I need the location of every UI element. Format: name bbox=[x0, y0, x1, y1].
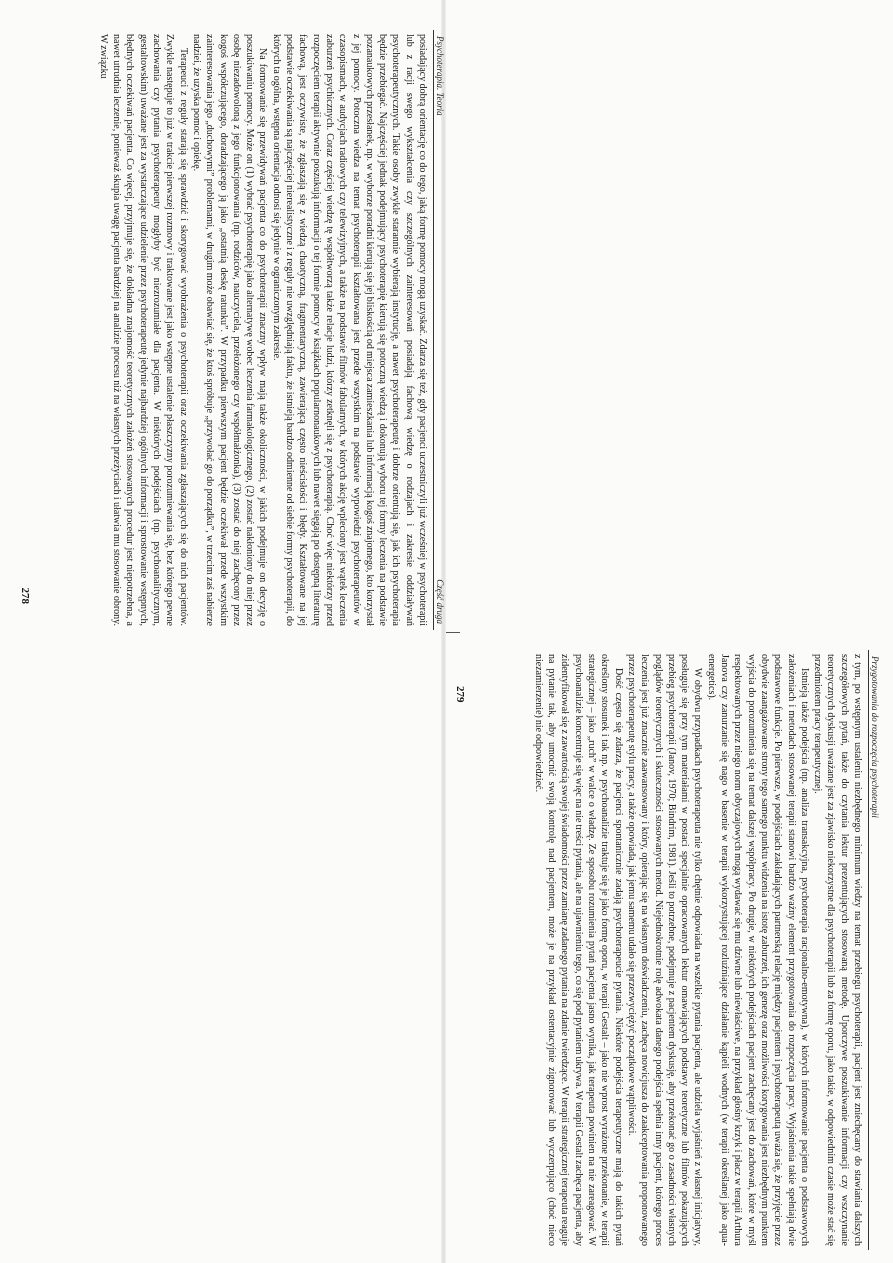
paragraph: z tym, po wstępnym ustaleniu niezbędnego minimum wiedzy na temat przebiegu psychoterapii, pacjent jest zniechęcany do stawiania dalszych szczegółowych pytań, także do czytania lektur prezentujących stosowaną metodę. Uporczywe poszukiwanie informacji czy wszczynanie teoretycznych dyskusji uważane jest za zjawisko niekorzystne dla psychoterapii lub za formę oporu, jako takie, w odpowiednim czasie może stać się przedmiotem pracy terapeutycznej. bbox=[812, 654, 863, 1246]
page-body bbox=[97, 30, 429, 630]
running-head-left: Psychoterapia. Teoria bbox=[435, 36, 445, 116]
fold-mark bbox=[446, 632, 460, 633]
page-body bbox=[532, 650, 864, 1250]
paragraph: Terapeuci z reguły starają się sprawdzić i skorygować wyobrażenia o psychoterapii oraz oczekiwania zgłaszających się do nich pacjentów. Zwykle następuje to już w trakcie pierwszej rozmowy i traktowane jest jako wstępne ustalenie płaszczyzny porozumiewania się, bez którego pewne zachowania czy pytania psychoterapeuty mogłyby być niezrozumiałe dla pacjenta. W niektórych podejściach (np. psychoanalitycznym, gestaltowskim) uważane jest za wystarczające udzielenie przez psychoterapeutę jedynie najbardziej ogólnych informacji i sprostowanie wstępnych, błędnych oczekiwań pacjenta. Co więcej, przyjmuje się, że dokładna znajomość teoretycznych założeń stosowanych procedur jest niepotrzebna, a nawet utrudnia leczenie, ponieważ skupia uwagę pacjenta bardziej na analizie procesu niż na własnych przeżyciach i ułatwia mu stosowanie obrony. W związku bbox=[97, 34, 189, 626]
running-head bbox=[433, 30, 445, 630]
paragraph: W obydwu przypadkach psychoterapeuta nie tylko chętnie odpowiada na wszelkie pytania pacjenta, ale udziela wyjaśnień z własnej inicjatywy, posługuje się przy tym materiałami w postaci specjalnie opracowanych lektur omawiających podstawy teoretyczne lub filmów pokazujących przebieg psychoterapii (Janov, 1970; Bindrim, 1981). Jeśli to potrzebne, podejmuje z pacjentem dyskusję, aby przekonać go o zasadności własnych poglądów teoretycznych i skuteczności stosowanych metod. Niejednokrotnie rolę adwokata danego podejścia spełnia inny pacjent, którego proces leczenia jest już znacznie zaawansowany i który, opierając się na własnym doświadczeniu, zachęca nowicjusza do zaakceptowania proponowanego przez psychoterapeutę stylu pracy, a także opowiada, jak jemu samemu udało się przezwyciężyć początkowe wątpliwości. bbox=[625, 654, 704, 1246]
running-head-right: Część druga bbox=[435, 579, 445, 624]
running-head-left: Przygotowania do rozpoczęcia psychoterapii bbox=[870, 656, 880, 818]
paragraph: Na formowanie się przewidywań pacjenta co do psychoterapii znaczny wpływ mają także okoliczności, w jakich podejmuje on decyzję o poszukiwaniu pomocy. Może on (1) wybrać psychoterapię jako alternatywę wobec leczenia farmakologicznego, (2) zostać nakłoniony do niej przez osobę niezadowoloną z jego funkcjonowania (np. rodziców, nauczyciela, przełożonego czy współmałżonka), (3) zostać do niej zachęcony przez kogoś współczującego, doradzającego ją jako „ostatnią deskę ratunku”. W przypadku pierwszym pacjent będzie oczekiwał przede wszystkim zainteresowania jego „duchowymi” problemami, w drugim może obawiać się, że ktoś spróbuje „przywołać go do porządku”, w trzecim zaś nabierze nadziei, że uzyska pomoc i opiekę. bbox=[190, 34, 269, 626]
paragraph: Dość często się zdarza, że pacjenci spontanicznie zadają psychoterapeucie pytania. Niektóre podejścia terapeutyczne mają do takich pytań określony stosunek i tak np. w psychoanalizie traktuje się je jako formę oporu, w terapii Gestalt – jako nie wprost wyrażone przekonanie, w terapii strategicznej – jako „ruch” w walce o władzę. Ze sposobu rozumienia pytań pacjenta jasno wynika, jak terapeuta powinien na nie zareagować. W psychoanalizie koncentruje się więc na nie treści pytania, ale na ujawnieniu tego, co się pod pytaniem ukrywa. W terapii Gestalt zachęca pacjenta, aby zidentyfikował się z zawartością swojej świadomości przez zamianę zadanego pytania na zdanie twierdzące. W terapii strategicznej terapeuta reaguje na pytanie tak, aby umocnić swoją kontrolę nad pacjentem, może je na przykład ostentacyjnie zignorować lub wyczerpująco (choć nieco niezamierzenie) nie odpowiedzieć. bbox=[532, 654, 624, 1246]
page-279 bbox=[454, 650, 880, 1250]
running-head bbox=[868, 650, 880, 1250]
page-278 bbox=[19, 30, 445, 630]
page-number: 279 bbox=[454, 686, 466, 703]
paragraph: Istnieją także podejścia (np. analiza transakcyjna, psychoterapia racjonalno-emotywna), w których informowanie pacjenta o podstawowych założeniach i metodach stosowanej terapii stanowi bardzo ważny element przygotowania do rozpoczęcia pracy. Wyjaśnienia takie spełniają dwie podstawowe funkcje. Po pierwsze, w podejściach zakładających partnerską relację między pacjentem i psychoterapeutą uważa się, że przyjęcie przez obydwie zaangażowane strony tego samego punktu widzenia na istotę zaburzeń, ich genezę oraz możliwości korygowania jest niezbędnym punktem wyjścia do porozumienia się na temat dalszej współpracy. Po drugie, w niektórych podejściach pacjent zachęcany jest do zachowań, które w myśl respektowanych przez niego norm obyczajowych mogą wydawać się mu dziwne lub niewłaściwe, na przykład głośny krzyk i płacz w terapii Arthura Janova czy zanurzanie się nago w basenie w terapii wykorzystującej rozluźniające działanie kąpieli wodnych (w terapii określanej jako aqua-energetics). bbox=[705, 654, 810, 1246]
page-number: 278 bbox=[19, 587, 31, 604]
paragraph: posiadający dobrą orientację co do tego, jaką formę pomocy mogą uzyskać. Zdarza się też, gdy pacjenci uczestniczyli już wcześniej w psychoterapii lub z racji swego wykształcenia czy szczególnych zainteresowań posiadają fachową wiedzę o rodzajach i zakresie oddziaływań psychoterapeutycznych. Takie osoby zwykle starannie wybierają instytucję, a nawet psychoterapeutę i dobrze orientują się, jak ich psychoterapia będzie przebiegać. Najczęściej jednak podejmujący psychoterapię kierują się potoczną wiedzą i dokonują wyboru tej formy leczenia na podstawie pozanaukowych przesłanek, np. w wyborze poradni kierują się jej bliskością od miejsca zamieszkania lub informacją kogoś znajomego, kto korzystał z jej pomocy. Potoczna wiedza na temat psychoterapii kształtowana jest przede wszystkim na podstawie wypowiedzi psychoterapeutów w czasopismach, w audycjach radiowych czy telewizyjnych, a także na podstawie filmów fabularnych, w których akcję wpleciony jest wątek leczenia zaburzeń psychicznych. Coraz częściej wiedzę tę współtworzą także relacje ludzi, którzy zetknęli się z psychoterapią. Choć więc niektórzy przed rozpoczęciem terapii aktywnie poszukują informacji o tej formie pomocy w książkach popularnonaukowych lub nawet sięgają po dostępną literaturę fachową, jest oczywiste, że zgłaszają się z wiedzą chaotyczną, fragmentaryczną, zawierającą często nieścisłości i błędy. Kształtowane na jej podstawie oczekiwania są najczęściej nierealistyczne i z reguły nie uwzględniają faktu, że istnieją bardzo odmienne od siebie formy psychoterapii, do których ta ogólna, wstępna orientacja odnosi się jedynie w ograniczonym zakresie. bbox=[270, 34, 428, 626]
